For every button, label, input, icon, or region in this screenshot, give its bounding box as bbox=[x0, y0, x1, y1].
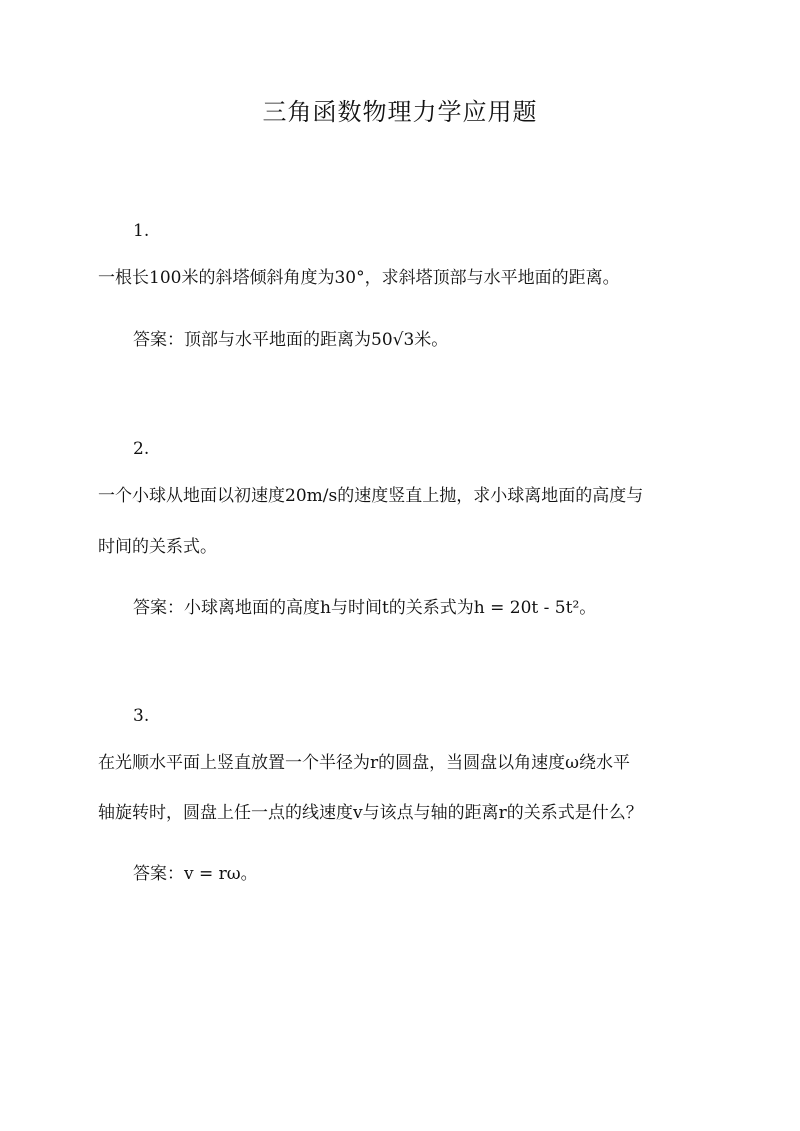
question-3-answer: 答案：v = rω。 bbox=[133, 864, 258, 884]
question-2-answer: 答案：小球离地面的高度h与时间t的关系式为h = 20t - 5t²。 bbox=[133, 598, 597, 618]
question-3-text-line-1: 在光顺水平面上竖直放置一个半径为r的圆盘，当圆盘以角速度ω绕水平 bbox=[98, 753, 630, 773]
question-1-number: 1. bbox=[133, 221, 150, 241]
question-3-number: 3. bbox=[133, 706, 150, 726]
question-3-text-line-2: 轴旋转时，圆盘上任一点的线速度v与该点与轴的距离r的关系式是什么？ bbox=[98, 803, 643, 823]
question-2-text-line-1: 一个小球从地面以初速度20m/s的速度竖直上抛，求小球离地面的高度与 bbox=[98, 486, 644, 506]
page-title: 三角函数物理力学应用题 bbox=[262, 98, 538, 126]
question-2-text-line-2: 时间的关系式。 bbox=[98, 537, 217, 557]
question-2-number: 2. bbox=[133, 439, 150, 459]
question-1-text-line-1: 一根长100米的斜塔倾斜角度为30°，求斜塔顶部与水平地面的距离。 bbox=[98, 268, 620, 288]
question-1-answer: 答案：顶部与水平地面的距离为50√3米。 bbox=[133, 330, 449, 350]
